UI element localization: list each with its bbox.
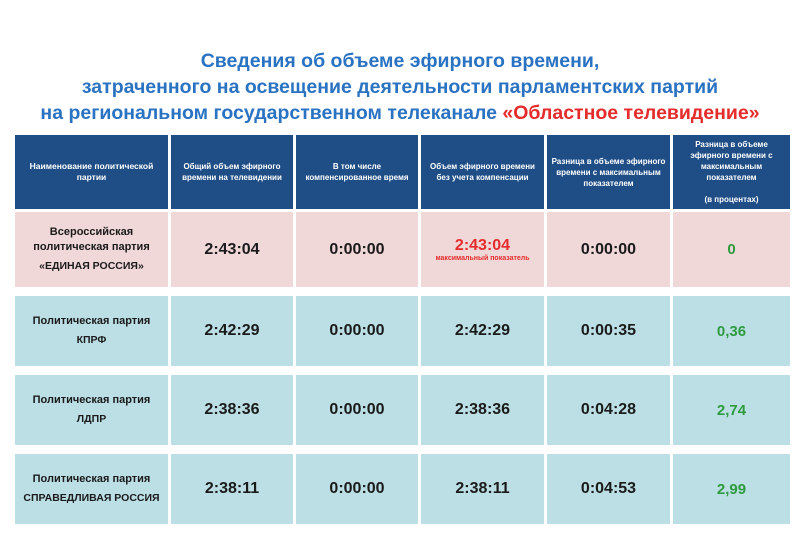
difference-percent-cell: 2,99	[673, 454, 790, 524]
difference-cell: 0:00:00	[547, 212, 670, 287]
difference-percent-cell: 2,74	[673, 375, 790, 445]
header-difference-percent-label: Разница в объеме эфирного времени с максимальным показателем	[690, 140, 773, 182]
header-compensated: В том числе компенсированное время	[296, 135, 418, 209]
airtime-table	[12, 132, 793, 527]
total-time-cell: 2:43:04	[171, 212, 293, 287]
header-party: Наименование политической партии	[15, 135, 168, 209]
channel-name: «Областное телевидение»	[502, 102, 760, 124]
party-label: Политическая партия	[32, 315, 151, 327]
header-percent-unit: (в процентах)	[704, 195, 759, 204]
title-line-3-text: на региональном государственном телеканале	[40, 102, 503, 124]
party-label: Политическая партия	[32, 394, 151, 406]
difference-percent-cell: 0,36	[673, 296, 790, 366]
table-row	[15, 212, 790, 287]
party-label: Политическая партия	[32, 473, 151, 485]
party-cell	[15, 296, 168, 366]
title-line-2: затраченного на освещение деятельности парламентских партий	[81, 76, 719, 98]
without-compensation-cell: 2:38:36	[421, 375, 544, 445]
party-cell	[15, 375, 168, 445]
compensated-time-cell: 0:00:00	[296, 454, 418, 524]
party-name: ЛДПР	[76, 413, 107, 425]
compensated-time-cell: 0:00:00	[296, 212, 418, 287]
table-header-row	[15, 135, 790, 209]
without-compensation-cell	[421, 212, 544, 287]
party-name: КПРФ	[76, 334, 107, 346]
party-cell	[15, 454, 168, 524]
table-row	[15, 375, 790, 445]
compensated-time-cell: 0:00:00	[296, 296, 418, 366]
header-without-compensation: Объем эфирного времени без учета компенсации	[421, 135, 544, 209]
title-line-1: Сведения об объеме эфирного времени,	[200, 50, 600, 72]
row-divider	[15, 369, 790, 372]
difference-cell: 0:00:35	[547, 296, 670, 366]
row-divider	[15, 448, 790, 451]
page-title	[0, 48, 800, 126]
party-name: СПРАВЕДЛИВАЯ РОССИЯ	[23, 492, 160, 504]
table-row	[15, 454, 790, 524]
max-note: максимальный показатель	[435, 254, 530, 262]
difference-cell: 0:04:28	[547, 375, 670, 445]
table-row	[15, 296, 790, 366]
total-time-cell: 2:38:36	[171, 375, 293, 445]
compensated-time-cell: 0:00:00	[296, 375, 418, 445]
party-name: «ЕДИНАЯ РОССИЯ»	[39, 260, 144, 272]
difference-percent-cell: 0	[673, 212, 790, 287]
total-time-cell: 2:42:29	[171, 296, 293, 366]
difference-cell: 0:04:53	[547, 454, 670, 524]
total-time-cell: 2:38:11	[171, 454, 293, 524]
header-difference: Разница в объеме эфирного времени с максимальным показателем	[547, 135, 670, 209]
without-compensation-cell: 2:38:11	[421, 454, 544, 524]
max-value: 2:43:04	[454, 236, 511, 254]
row-divider	[15, 290, 790, 293]
party-cell	[15, 212, 168, 287]
title-line-3	[0, 100, 800, 126]
header-difference-percent	[673, 135, 790, 209]
without-compensation-cell: 2:42:29	[421, 296, 544, 366]
party-label: Всероссийская политическая партия	[33, 226, 150, 253]
header-total: Общий объем эфирного времени на телевидении	[171, 135, 293, 209]
